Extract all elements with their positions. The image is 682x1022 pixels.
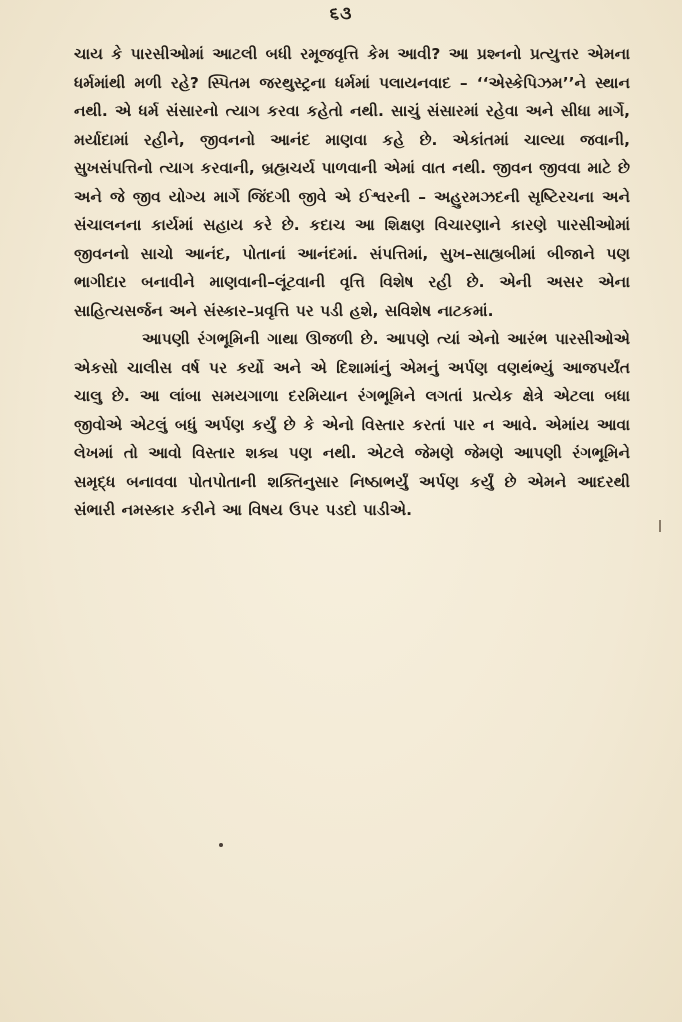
body-text <box>74 40 630 525</box>
ink-speck <box>219 843 223 847</box>
margin-mark <box>659 520 661 532</box>
page-number: ૬૩ <box>329 4 353 24</box>
paragraph-2: આપણી રંગભૂમિની ગાથા ઊજળી છે. આપણે ત્યાં એનો આરંભ પારસીઓએ એકસો ચાલીસ વર્ષ પર કર્યો અને એ દિશામાંનું એમનું અર્પણ વણથંભ્યું આજપર્યંત ચાલુ છે. આ લાંબા સમયગાળા દરમિયાન રંગભૂમિને લગતાં પ્રત્યેક ક્ષેત્રે એટલા બધા જીવોએ એટલું બધું અર્પણ કર્યું છે કે એનો વિસ્તાર કરતાં પાર ન આવે. એમાંય આવા લેખમાં તો આવો વિસ્તાર શક્ય પણ નથી. એટલે જેમણે જેમણે આપણી રંગભૂમિને સમૃદ્ધ બનાવવા પોતપોતાની શક્તિનુસાર નિષ્ઠાભર્યું અર્પણ કર્યું છે એમને આદરથી સંભારી નમસ્કાર કરીને આ વિષય ઉપર પડદો પાડીએ. <box>74 330 630 519</box>
paragraph-1: ચાય કે પારસીઓમાં આટલી બધી રમૂજવૃત્તિ કેમ આવી? આ પ્રશ્નનો પ્રત્યુત્તર એમના ધર્મમાંથી મળી રહે? સ્પિતમ જરથુસ્ટ્રના ધર્મમાં પલાયનવાદ – ‘‘એસ્કેપિઝમ’’ને સ્થાન નથી. એ ધર્મ સંસારનો ત્યાગ કરવા કહેતો નથી. સાચું સંસારમાં રહેવા અને સીધા માર્ગે, મર્યાદામાં રહીને, જીવનનો આનંદ માણવા કહે છે. એકાંતમાં ચાલ્યા જવાની, સુખસંપત્તિનો ત્યાગ કરવાની, બ્રહ્મચર્ય પાળવાની એમાં વાત નથી. જીવન જીવવા માટે છે અને જે જીવ યોગ્ય માર્ગે જિંદગી જીવે એ ઈશ્વરની – અહુરમઝદની સૃષ્ટિરચના અને સંચાલનના કાર્યમાં સહાય કરે છે. કદાચ આ શિક્ષણ વિચારણાને કારણે પારસીઓમાં જીવનનો સાચો આનંદ, પોતાનાં આનંદમાં. સંપત્તિમાં, સુખ–સાહ્યબીમાં બીજાને પણ ભાગીદાર બનાવીને માણવાની–લૂંટવાની વૃત્તિ વિશેષ રહી છે. એની અસર એના સાહિત્યસર્જન અને સંસ્કાર–પ્રવૃત્તિ પર પડી હશે, સવિશેષ નાટકમાં. <box>74 45 630 320</box>
